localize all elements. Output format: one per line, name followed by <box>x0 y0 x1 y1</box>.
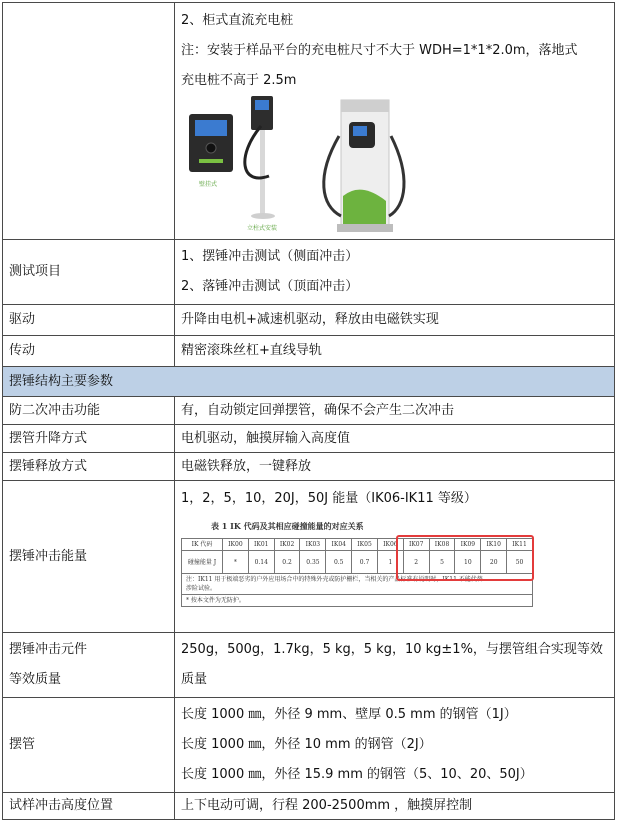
test-items-label: 测试项目 <box>3 240 175 305</box>
ik-header-cell: IK08 <box>429 539 455 551</box>
drive-value: 升降由电机+减速机驱动，释放由电磁铁实现 <box>175 305 615 336</box>
row-anti-double-impact <box>3 397 615 425</box>
equiv-mass-label-1: 摆锤冲击元件 <box>9 642 88 657</box>
row-impact-energy <box>3 481 615 633</box>
height-label: 试样冲击高度位置 <box>3 793 175 820</box>
ik-header-cell: IK07 <box>403 539 429 551</box>
tube-line-1: 长度 1000 ㎜，外径 9 mm、壁厚 0.5 mm 的钢管（1J） <box>181 707 517 722</box>
energy-label: 摆锤冲击能量 <box>3 481 175 633</box>
tube-line-3: 长度 1000 ㎜，外径 15.9 mm 的钢管（5、10、20、50J） <box>181 767 533 782</box>
ik-note-2: * 按本文件为无防护。 <box>182 595 533 607</box>
lift-mode-label: 摆管升降方式 <box>3 425 175 453</box>
ik-header-cell: IK06 <box>377 539 403 551</box>
row-impact-height <box>3 793 615 820</box>
ik-header-cell: IK04 <box>326 539 352 551</box>
lift-mode-value: 电机驱动，触摸屏输入高度值 <box>175 425 615 453</box>
ik-value-cell: 5 <box>429 551 455 574</box>
ik-table-image <box>181 516 541 628</box>
equiv-mass-value-1: 250g，500g，1.7kg，5 kg，5 kg，10 kg±1%，与摆管组合实现等效 <box>181 642 603 657</box>
row-cabinet-charger <box>3 3 615 240</box>
charger-photos <box>181 96 608 239</box>
ik-header-cell: IK05 <box>352 539 378 551</box>
cabinet-note-1: 注：安装于样品平台的充电桩尺寸不大于 WDH=1*1*2.0m，落地式 <box>181 43 578 58</box>
anti-double-value: 有，自动锁定回弹摆管，确保不会产生二次冲击 <box>175 397 615 425</box>
tube-line-2: 长度 1000 ㎜，外径 10 mm 的钢管（2J） <box>181 737 432 752</box>
cabinet-cell <box>175 3 615 240</box>
ik-header-cell: IK09 <box>455 539 481 551</box>
charger-illustration <box>181 96 461 239</box>
row-section-header <box>3 367 615 397</box>
ik-value-cell: 0.35 <box>300 551 326 574</box>
ik-value-cell: 2 <box>403 551 429 574</box>
tube-value <box>175 698 615 793</box>
test-items-value <box>175 240 615 305</box>
pillar-charger-image <box>245 96 275 219</box>
equiv-mass-value-2: 质量 <box>181 672 208 687</box>
cabinet-note-2: 充电桩不高于 2.5m <box>181 73 297 88</box>
row-tube <box>3 698 615 793</box>
test-item-1: 1、摆锤冲击测试（侧面冲击） <box>181 249 359 264</box>
release-mode-label: 摆锤释放方式 <box>3 453 175 481</box>
pillar-charger-caption: 立柱式安装 <box>247 225 278 232</box>
wall-charger-caption: 壁挂式 <box>199 181 218 188</box>
ik-value-cell: 0.14 <box>248 551 274 574</box>
ik-value-cell: 0.7 <box>352 551 378 574</box>
ik-note2-row <box>182 595 533 607</box>
anti-double-label: 防二次冲击功能 <box>3 397 175 425</box>
wall-charger-image <box>189 114 233 172</box>
drive-label: 驱动 <box>3 305 175 336</box>
ik-header-cell: IK01 <box>248 539 274 551</box>
equiv-mass-label <box>3 633 175 698</box>
energy-cell <box>175 481 615 633</box>
ik-row-label: 碰撞能量 J <box>182 551 223 574</box>
ik-note-1: 注：IK11 用于极端恶劣的户外应用场合中的特殊外壳或防护栅栏，当相关的产品标准有说明时，IK11 不能代替 <box>186 576 483 583</box>
empty-label-cell <box>3 3 175 240</box>
ik-header-cell: IK 代码 <box>182 539 223 551</box>
row-drive <box>3 305 615 336</box>
transmission-label: 传动 <box>3 336 175 367</box>
ik-header-cell: IK10 <box>481 539 507 551</box>
ik-header-cell: IK00 <box>223 539 249 551</box>
row-transmission <box>3 336 615 367</box>
ik-value-cell: * <box>223 551 249 574</box>
ik-note-1b: 涉险试验。 <box>186 585 217 592</box>
tube-label: 摆管 <box>3 698 175 793</box>
energy-value: 1，2，5，10，20J，50J 能量（IK06-IK11 等级） <box>181 491 477 506</box>
test-item-2: 2、落锤冲击测试（顶面冲击） <box>181 279 359 294</box>
release-mode-value: 电磁铁释放，一键释放 <box>175 453 615 481</box>
equiv-mass-value <box>175 633 615 698</box>
row-release-mode <box>3 453 615 481</box>
ik-highlight-box <box>396 535 534 581</box>
ik-value-cell: 1 <box>377 551 403 574</box>
spec-table <box>2 2 615 820</box>
ik-value-cell: 20 <box>481 551 507 574</box>
ik-value-cell: 0.5 <box>326 551 352 574</box>
section-title: 摆锤结构主要参数 <box>3 367 615 397</box>
ik-value-cell: 10 <box>455 551 481 574</box>
row-lift-mode <box>3 425 615 453</box>
ik-table-caption: 表 1 IK 代码及其相应碰撞能量的对应关系 <box>211 521 364 531</box>
transmission-value: 精密滚珠丝杠+直线导轨 <box>175 336 615 367</box>
ik-header-cell: IK02 <box>274 539 300 551</box>
ik-header-cell: IK11 <box>507 539 533 551</box>
row-equivalent-mass <box>3 633 615 698</box>
ik-value-cell: 50 <box>507 551 533 574</box>
row-test-items <box>3 240 615 305</box>
cabinet-title: 2、柜式直流充电桩 <box>181 13 294 28</box>
equiv-mass-label-2: 等效质量 <box>9 672 62 687</box>
cabinet-charger-image <box>324 100 404 232</box>
height-value: 上下电动可调，行程 200-2500mm ，触摸屏控制 <box>175 793 615 820</box>
ik-value-cell: 0.2 <box>274 551 300 574</box>
ik-header-cell: IK03 <box>300 539 326 551</box>
